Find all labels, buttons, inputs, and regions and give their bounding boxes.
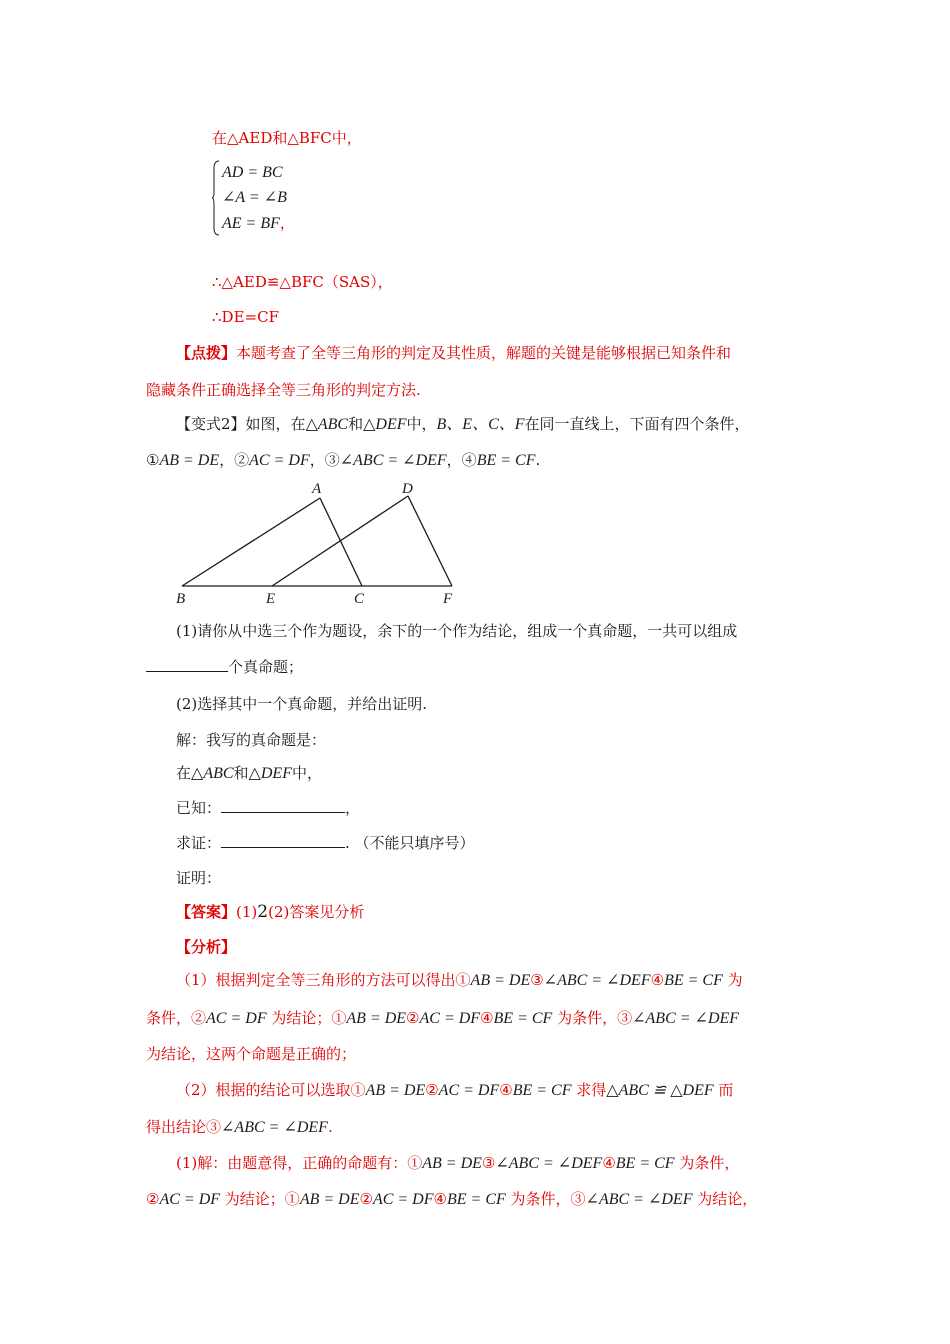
analysis-tag: 【分析】 — [176, 938, 237, 956]
cond-ad-bc: AD = BC — [222, 164, 283, 181]
solution-line-1: (1)解：由题意得，正确的命题有：①AB = DE③∠ABC = ∠DEF④BE = CF 为条件， — [176, 1154, 740, 1172]
analysis-1-line-2: 条件，②AC = DF 为结论；①AB = DE②AC = DF④BE = CF 为条件，③∠ABC = ∠DEF — [146, 1009, 740, 1027]
intro-line: 在△AED和△BFC中， — [212, 129, 362, 147]
cond-ae-bf: AE = BF， — [222, 214, 295, 232]
label-f: F — [443, 591, 453, 607]
therefore-congruent: ∴△AED≌△BFC（SAS）， — [212, 273, 393, 291]
segment-ac — [320, 498, 362, 586]
triangle-figure — [170, 478, 470, 608]
analysis-2-line-2: 得出结论③∠ABC = ∠DEF. — [146, 1118, 333, 1136]
prove-line: 求证： . （不能只填序号） — [176, 834, 475, 852]
label-b: B — [176, 591, 186, 607]
label-e: E — [266, 591, 276, 607]
label-a: A — [312, 481, 322, 497]
known-blank[interactable] — [221, 798, 345, 813]
prove-blank[interactable] — [221, 833, 345, 848]
brace-icon — [212, 160, 220, 236]
dianbo-line-2: 隐藏条件正确选择全等三角形的判定方法. — [146, 381, 421, 399]
cond-angle-a-b: ∠A = ∠B — [222, 189, 287, 206]
known-line: 已知： ， — [176, 799, 361, 817]
proof-label: 证明： — [176, 869, 222, 887]
dianbo-line-1: 【点拨】本题考查了全等三角形的判定及其性质，解题的关键是能够根据已知条件和 — [176, 344, 732, 362]
analysis-1-line-1: （1）根据判定全等三角形的方法可以得出①AB = DE③∠ABC = ∠DEF④BE = CF 为 — [176, 971, 743, 989]
answer-line: 【答案】(1)2(2)答案见分析 — [176, 902, 365, 922]
question-1-line-2: 个真命题； — [146, 657, 303, 677]
therefore-de-cf: ∴DE=CF — [212, 308, 279, 326]
label-d: D — [402, 481, 413, 497]
question-2: (2)选择其中一个真命题，并给出证明. — [176, 695, 428, 713]
segment-df — [408, 496, 452, 586]
problem-conditions: ①AB = DE，②AC = DF，③∠ABC = ∠DEF，④BE = CF. — [146, 451, 541, 469]
segment-ed — [272, 496, 408, 586]
solution-line-2: ②AC = DF 为结论；①AB = DE②AC = DF④BE = CF 为条件，③∠ABC = ∠DEF 为结论， — [146, 1190, 758, 1208]
analysis-2-line-1: （2）根据的结论可以选取①AB = DE②AC = DF④BE = CF 求得△ABC ≌ △DEF 而 — [176, 1081, 734, 1099]
question-1-line-1: (1)请你从中选三个作为题设，余下的一个作为结论，组成一个真命题，一共可以组成 — [176, 622, 738, 640]
solution-intro: 解：我写的真命题是： — [176, 731, 327, 749]
analysis-1-line-3: 为结论，这两个命题是正确的； — [146, 1045, 357, 1063]
segment-ba — [182, 498, 320, 586]
solution-in-triangles: 在△ABC和△DEF中， — [176, 764, 322, 782]
problem-line-1: 【变式2】如图，在△ABC和△DEF中，B、E、C、F在同一直线上，下面有四个条件， — [176, 415, 750, 433]
label-c: C — [354, 591, 365, 607]
answer-blank[interactable] — [146, 657, 228, 672]
